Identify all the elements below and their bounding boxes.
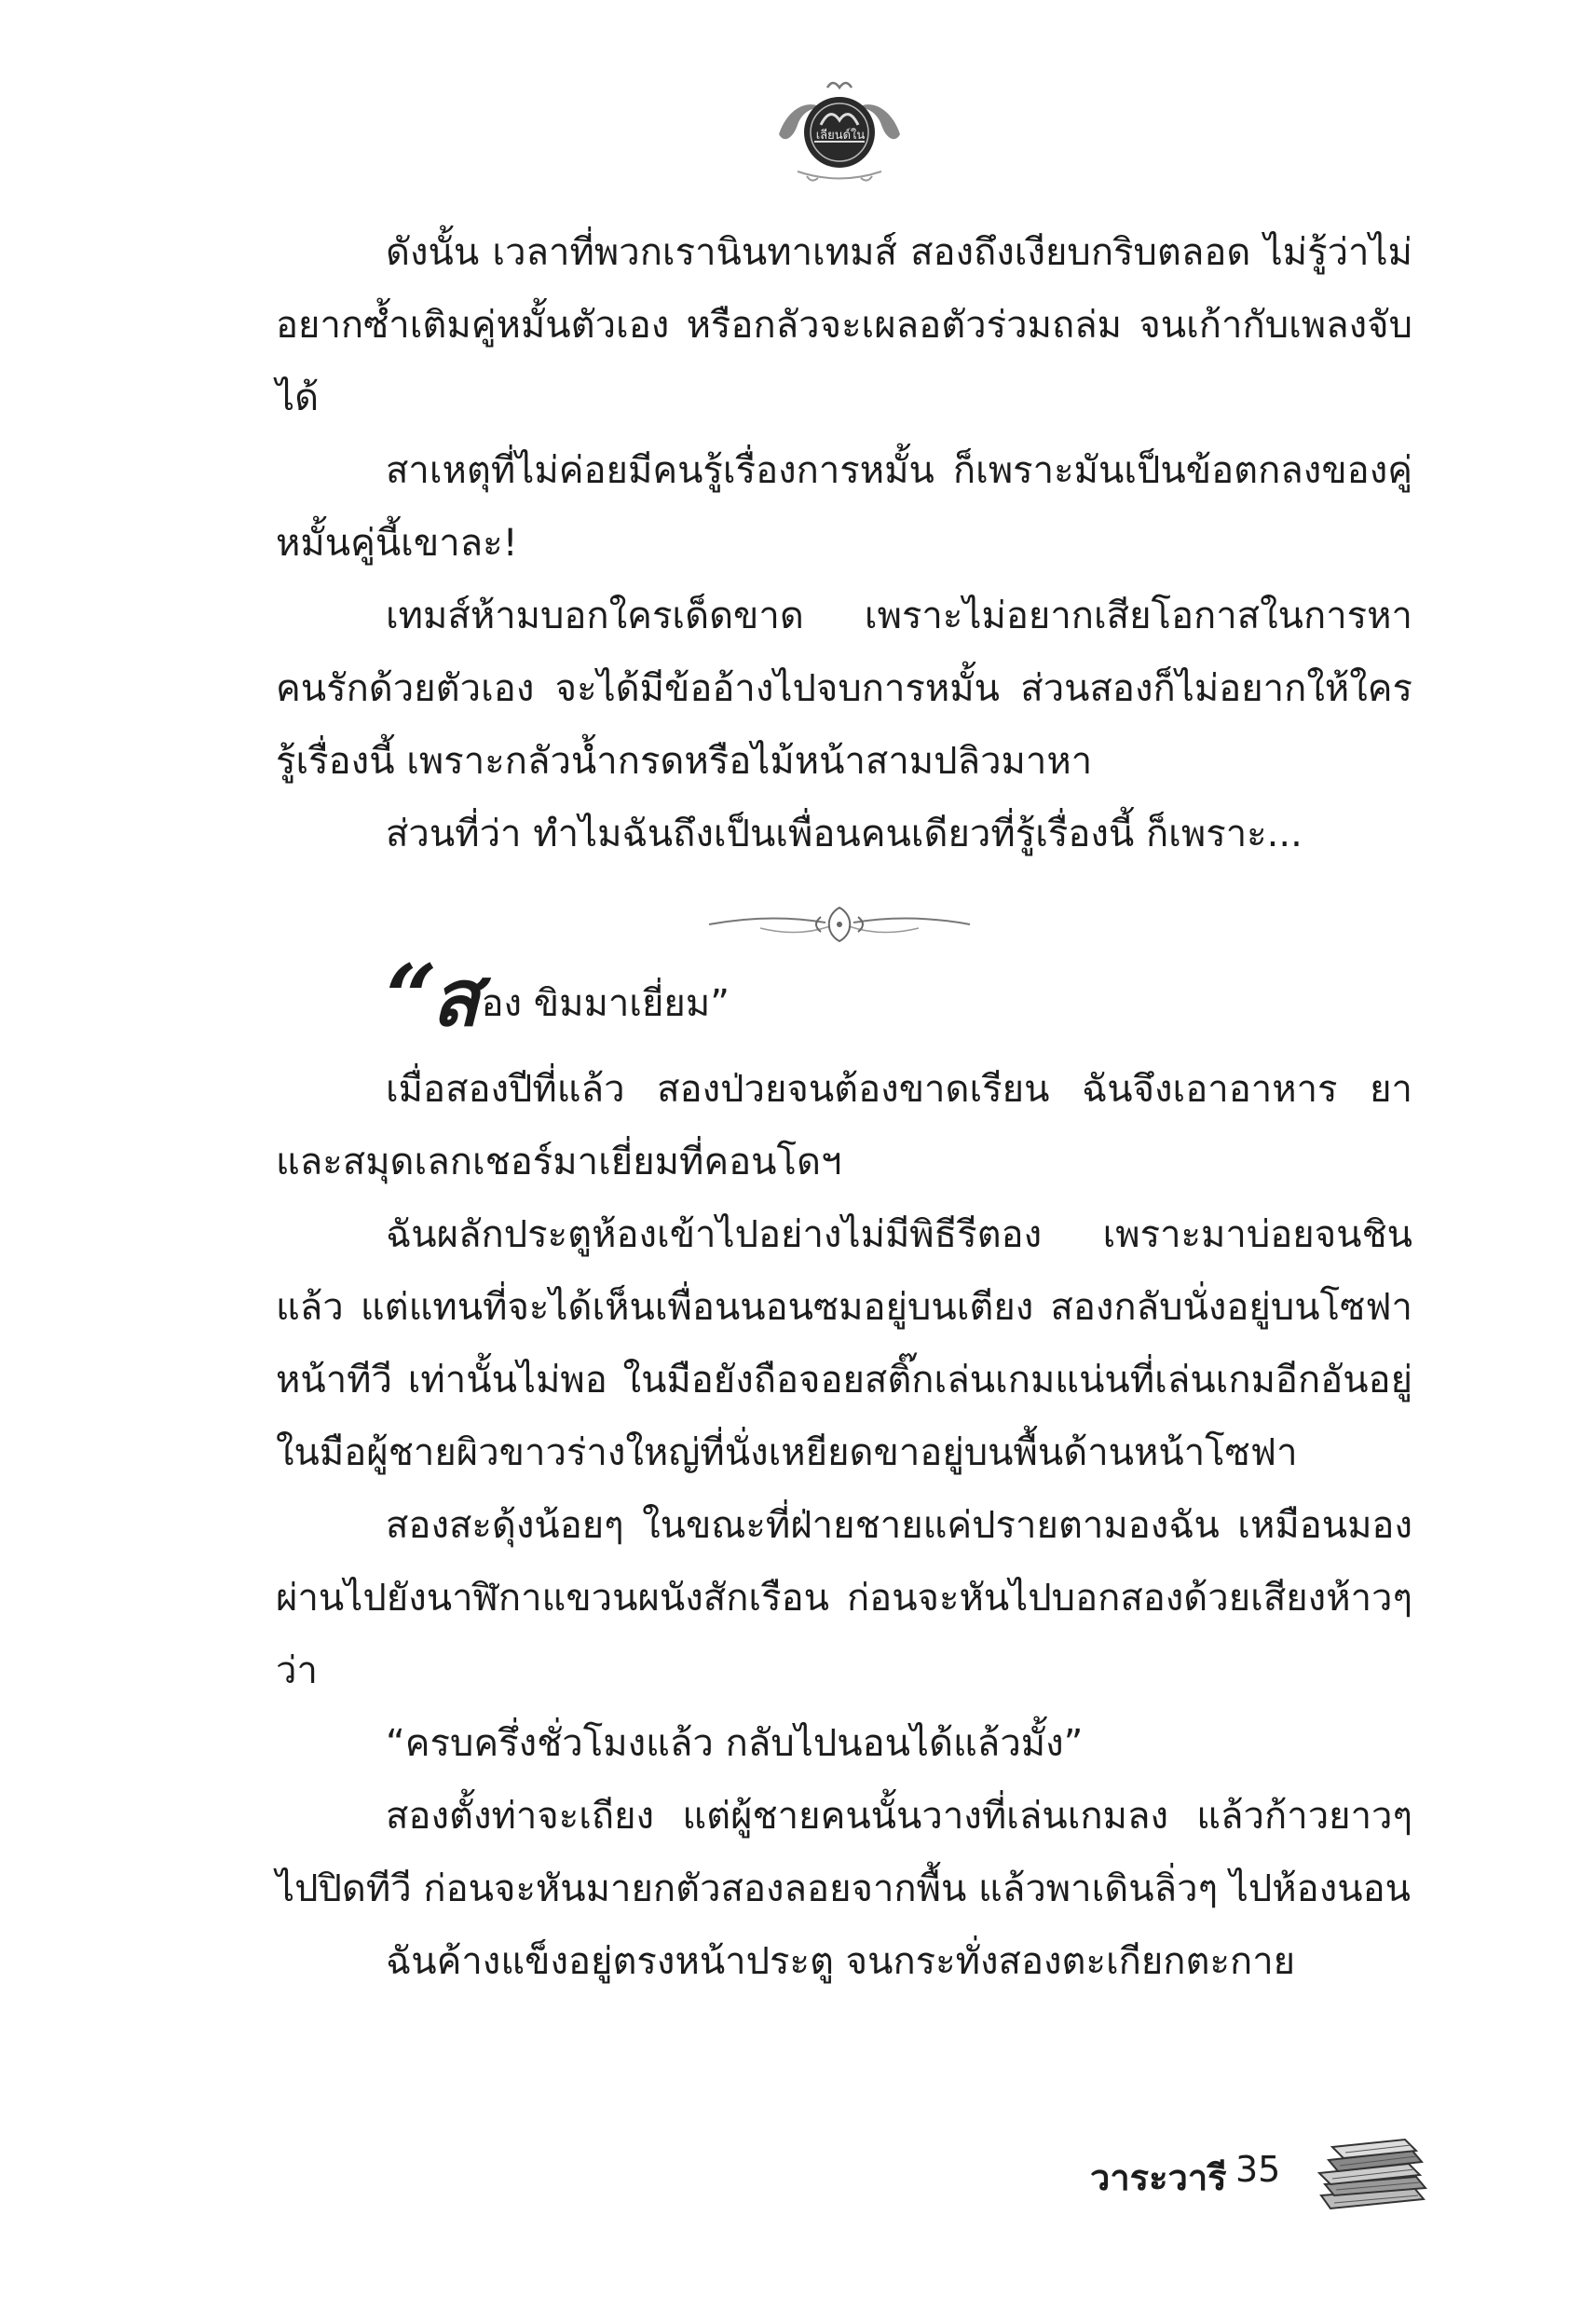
body-text-part-1	[276, 216, 1412, 870]
scene-opening-rest: อง ขิมมาเยี่ยม”	[481, 982, 730, 1025]
paragraph: สองสะดุ้งน้อยๆ ในขณะที่ฝ่ายชายแค่ปรายตามองฉัน เหมือนมองผ่านไปยังนาฬิกาแขวนผนังสักเรือน ก่อนจะหันไปบอกสองด้วยเสียงห้าวๆ ว่า	[276, 1504, 1412, 1692]
page-number: 35	[1235, 2149, 1281, 2190]
book-stack-icon	[1312, 2130, 1433, 2214]
emblem-text: เลียนด์ใน	[815, 129, 866, 143]
paragraph: สาเหตุที่ไม่ค่อยมีคนรู้เรื่องการหมั้น ก็เพราะมันเป็นข้อตกลงของคู่หมั้นคู่นี้เขาละ!	[276, 449, 1412, 565]
scene-opening-line	[276, 945, 730, 1050]
opening-quote: “	[386, 945, 432, 1050]
ornamental-divider-icon	[704, 896, 975, 952]
page-footer	[1090, 2130, 1425, 2214]
footer-author: วาระวารี	[1090, 2157, 1227, 2198]
paragraph: เทมส์ห้ามบอกใครเด็ดขาด เพราะไม่อยากเสียโอกาสในการหาคนรักด้วยตัวเอง จะได้มีข้ออ้างไปจบการหมั้น ส่วนสองก็ไม่อยากให้ใครรู้เรื่องนี้ เพราะกลัวน้ำกรดหรือไม้หน้าสามปลิวมาหา	[276, 595, 1412, 783]
paragraph: “ครบครึ่งชั่วโมงแล้ว กลับไปนอนได้แล้วมั้ง”	[386, 1722, 1084, 1765]
body-text-part-2	[276, 945, 1412, 1998]
paragraph: ฉันค้างแข็งอยู่ตรงหน้าประตู จนกระทั่งสองตะเกียกตะกาย	[386, 1940, 1296, 1983]
paragraph: ส่วนที่ว่า ทำไมฉันถึงเป็นเพื่อนคนเดียวที่รู้เรื่องนี้ ก็เพราะ...	[386, 813, 1303, 855]
drop-cap-letter: ส	[431, 952, 480, 1044]
paragraph: ดังนั้น เวลาที่พวกเรานินทาเทมส์ สองถึงเงียบกริบตลอด ไม่รู้ว่าไม่อยากซ้ำเติมคู่หมั้นตัวเอง หรือกลัวจะเผลอตัวร่วมถล่ม จนเก้ากับเพลงจับได้	[276, 231, 1412, 419]
paragraph: สองตั้งท่าจะเถียง แต่ผู้ชายคนนั้นวางที่เล่นเกมลง แล้วก้าวยาวๆ ไปปิดทีวี ก่อนจะหันมายกตัวสองลอยจากพื้น แล้วพาเดินลิ่วๆ ไปห้องนอน	[276, 1795, 1412, 1910]
paragraph: เมื่อสองปีที่แล้ว สองป่วยจนต้องขาดเรียน ฉันจึงเอาอาหาร ยาและสมุดเลกเชอร์มาเยี่ยมที่คอนโดฯ	[276, 1068, 1412, 1183]
paragraph: ฉันผลักประตูห้องเข้าไปอย่างไม่มีพิธีรีตอง เพราะมาบ่อยจนชินแล้ว แต่แทนที่จะได้เห็นเพื่อนนอนซมอยู่บนเตียง สองกลับนั่งอยู่บนโซฟาหน้าทีวี เท่านั้นไม่พอ ในมือยังถือจอยสติ๊กเล่นเกมแน่นที่เล่นเกมอีกอันอยู่ในมือผู้ชายผิวขาวร่างใหญ่ที่นั่งเหยียดขาอยู่บนพื้นด้านหน้าโซฟา	[276, 1213, 1412, 1474]
